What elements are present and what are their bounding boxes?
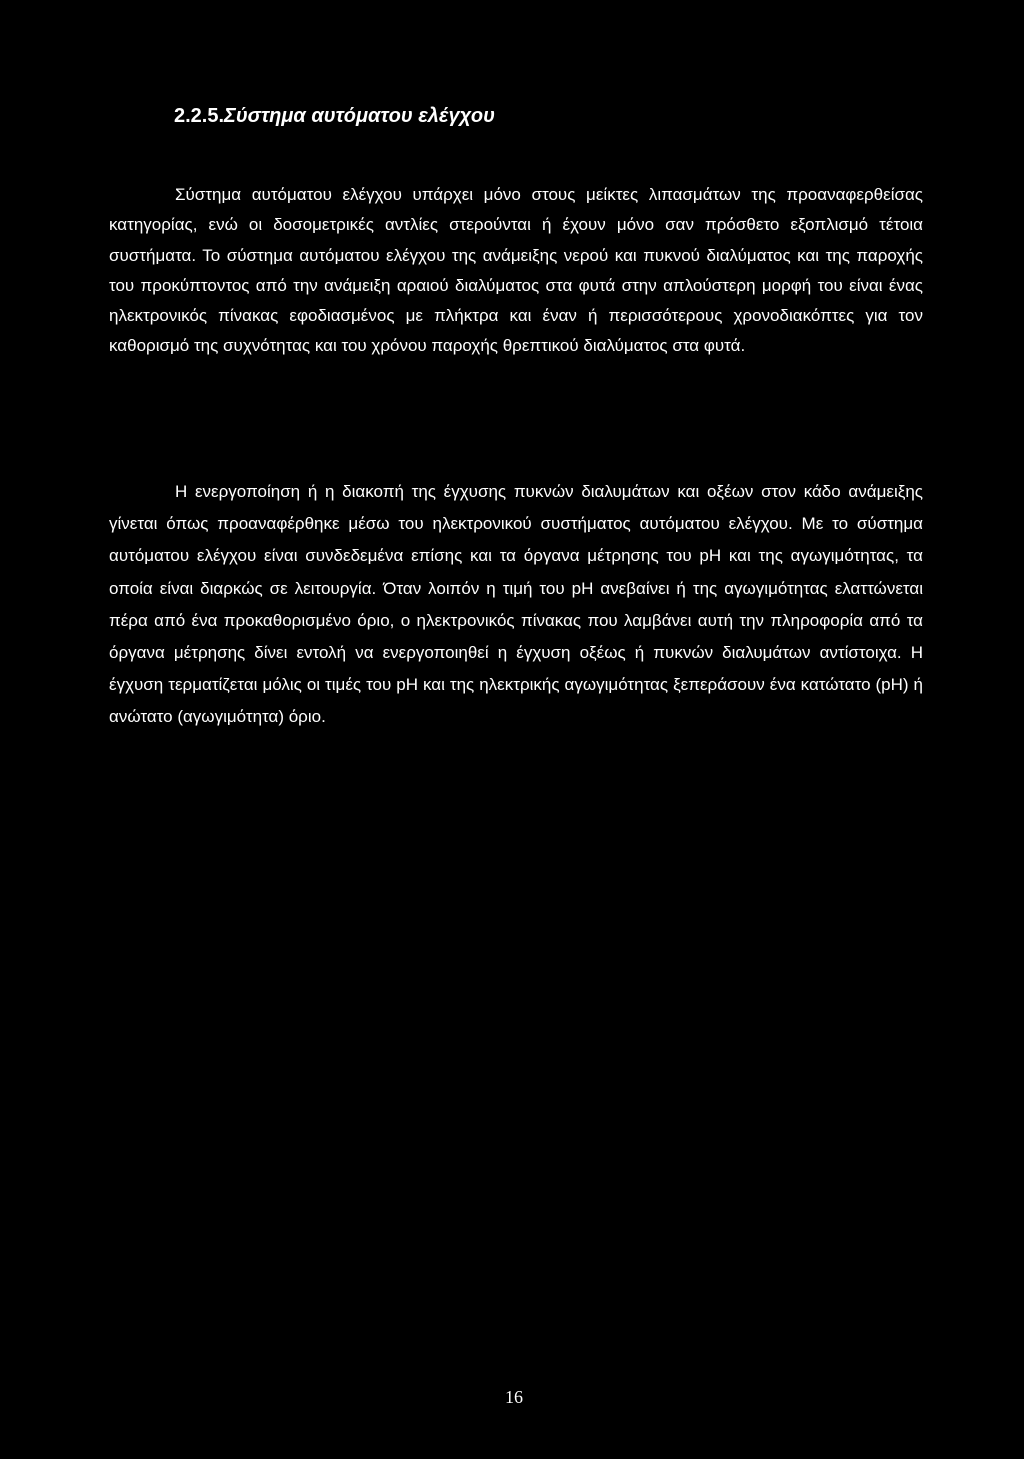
section-heading (174, 104, 495, 128)
section-title: Σύστημα αυτόματου ελέγχου (224, 105, 495, 127)
page-number: 16 (505, 1387, 523, 1407)
body-paragraph-2: Η ενεργοποίηση ή η διακοπή της έγχυσης πυκνών διαλυμάτων και οξέων στον κάδο ανάμειξης γίνεται όπως προαναφέρθηκε μέσω του ηλεκτρονικού συστήματος αυτόματου ελέγχου. Με το σύστημα αυτόματου ελέγχου είναι συνδεδεμένα επίσης και τα όργανα μέτρησης του pH και της αγωγιμότητας, τα οποία είναι διαρκώς σε λειτουργία. Όταν λοιπόν η τιμή του pH ανεβαίνει ή της αγωγιμότητας ελαττώνεται πέρα από ένα προκαθορισμένο όριο, ο ηλεκτρονικός πίνακας που λαμβάνει αυτή την πληροφορία από τα όργανα μέτρησης δίνει εντολή να ενεργοποιηθεί η έγχυση οξέως ή πυκνών διαλυμάτων αντίστοιχα. Η έγχυση τερματίζεται μόλις οι τιμές του pH και της ηλεκτρικής αγωγιμότητας ξεπεράσουν ένα κατώτατο (pH) ή ανώτατο (αγωγιμότητα) όριο. (109, 482, 923, 727)
body-paragraph-1: Σύστημα αυτόματου ελέγχου υπάρχει μόνο στους μείκτες λιπασμάτων της προαναφερθείσας κατηγορίας, ενώ οι δοσομετρικές αντλίες στερούνται ή έχουν μόνο σαν πρόσθετο εξοπλισμό τέτοια συστήματα. Το σύστημα αυτόματου ελέγχου της ανάμειξης νερού και πυκνού διαλύματος και της παροχής του προκύπτοντος από την ανάμειξη αραιού διαλύματος στα φυτά στην απλούστερη μορφή του είναι ένας ηλεκτρονικός πίνακας εφοδιασμένος με πλήκτρα και έναν ή περισσότερους χρονοδιακόπτες για τον καθορισμό της συχνότητας και του χρόνου παροχής θρεπτικού διαλύματος στα φυτά. (109, 185, 923, 356)
section-number: 2.2.5. (174, 105, 225, 127)
